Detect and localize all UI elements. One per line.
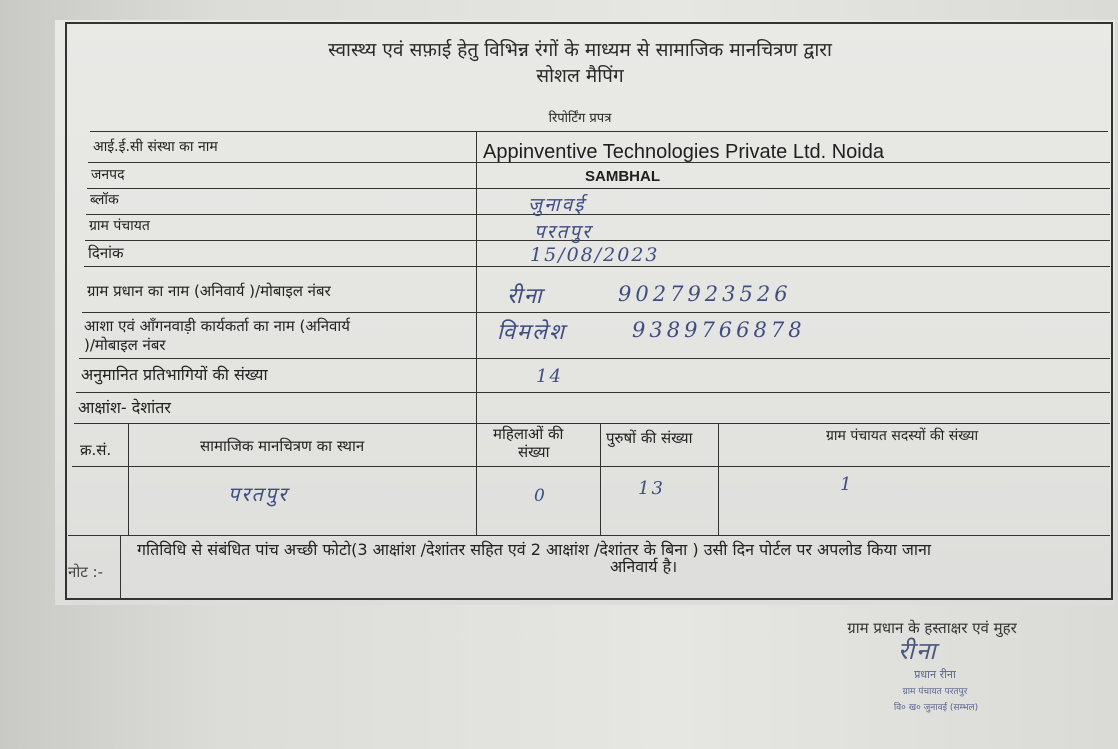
- column-divider: [120, 535, 121, 600]
- form-title-line1: स्वास्थ्य एवं सफ़ाई हेतु विभिन्न रंगों के माध्यम से सामाजिक मानचित्रण द्वारा: [328, 39, 832, 61]
- block-label: ब्लॉक: [90, 192, 119, 208]
- date-label: दिनांक: [88, 244, 124, 262]
- row-divider: [74, 423, 1110, 424]
- block-value: जुनावई: [528, 194, 586, 216]
- participants-label: अनुमानित प्रतिभागियों की संख्या: [81, 365, 268, 384]
- asha-label-line1: आशा एवं आँगनवाड़ी कार्यकर्ता का नाम (अनिवार्य: [84, 317, 350, 335]
- column-divider: [718, 423, 719, 535]
- note-text-line2: अनिवार्य है।: [610, 557, 678, 576]
- row-divider: [72, 466, 1110, 467]
- signature-caption: ग्राम प्रधान के हस्ताक्षर एवं मुहर: [847, 619, 1017, 637]
- form-title-line2: सोशल मैपिंग: [536, 65, 624, 87]
- note-text-line1: गतिविधि से संबंधित पांच अच्छी फोटो(3 आक्षांश /देशांतर सहित एवं 2 आक्षांश /देशांतर के बिना ) उसी दिन पोर्टल पर अपलोड किया जाना: [137, 540, 931, 559]
- row-divider: [87, 188, 1110, 189]
- row-divider: [82, 312, 1110, 313]
- row-men: 13: [638, 478, 665, 499]
- stamp-line1: प्रधान रीना: [914, 668, 956, 681]
- asha-label-line2: )/मोबाइल नंबर: [84, 336, 166, 354]
- row-women: 0: [534, 486, 547, 506]
- asha-mobile: 9389766878: [632, 318, 806, 342]
- pradhan-name: रीना: [507, 284, 544, 309]
- column-divider: [128, 423, 129, 535]
- row-divider: [85, 240, 1110, 241]
- panchayat-label: ग्राम पंचायत: [89, 218, 150, 234]
- serial-header: क्र.सं.: [80, 441, 112, 459]
- column-divider: [476, 423, 477, 535]
- ngo-label: आई.ई.सी संस्था का नाम: [93, 139, 218, 155]
- row-members: 1: [840, 474, 854, 495]
- pradhan-label: ग्राम प्रधान का नाम (अनिवार्य )/मोबाइल नंबर: [87, 282, 331, 300]
- date-value: 15/08/2023: [530, 244, 660, 266]
- row-divider: [68, 535, 1110, 536]
- location-header: सामाजिक मानचित्रण का स्थान: [200, 437, 365, 455]
- form-subtitle: रिपोर्टिंग प्रपत्र: [548, 111, 612, 126]
- members-header: ग्राम पंचायत सदस्यों की संख्या: [826, 428, 979, 444]
- row-divider: [76, 392, 1110, 393]
- ngo-value: Appinventive Technologies Private Ltd. Noida: [483, 141, 884, 163]
- men-header: पुरुषों की संख्या: [606, 429, 693, 447]
- latlong-label: आक्षांश- देशांतर: [78, 398, 171, 417]
- district-label: जनपद: [91, 167, 125, 183]
- row-divider: [79, 358, 1110, 359]
- district-value: SAMBHAL: [585, 168, 660, 185]
- participants-value: 14: [536, 366, 563, 387]
- row-divider: [90, 131, 1108, 132]
- pradhan-signature: रीना: [898, 637, 938, 665]
- note-label: नोट :-: [68, 563, 104, 581]
- row-divider: [84, 266, 1110, 267]
- women-header-line2: संख्या: [518, 443, 550, 461]
- asha-name: विमलेश: [497, 320, 566, 345]
- women-header-line1: महिलाओं की: [493, 425, 564, 443]
- row-location: परतपुर: [228, 482, 289, 506]
- row-divider: [86, 214, 1110, 215]
- panchayat-value: परतपुर: [534, 221, 592, 243]
- pradhan-mobile: 9027923526: [618, 282, 792, 306]
- column-divider: [600, 423, 601, 535]
- stamp-line3: वि० ख० जुनावई (सम्भल): [893, 703, 979, 713]
- column-divider: [476, 131, 477, 423]
- stamp-line2: ग्राम पंचायत परतपुर: [902, 687, 968, 697]
